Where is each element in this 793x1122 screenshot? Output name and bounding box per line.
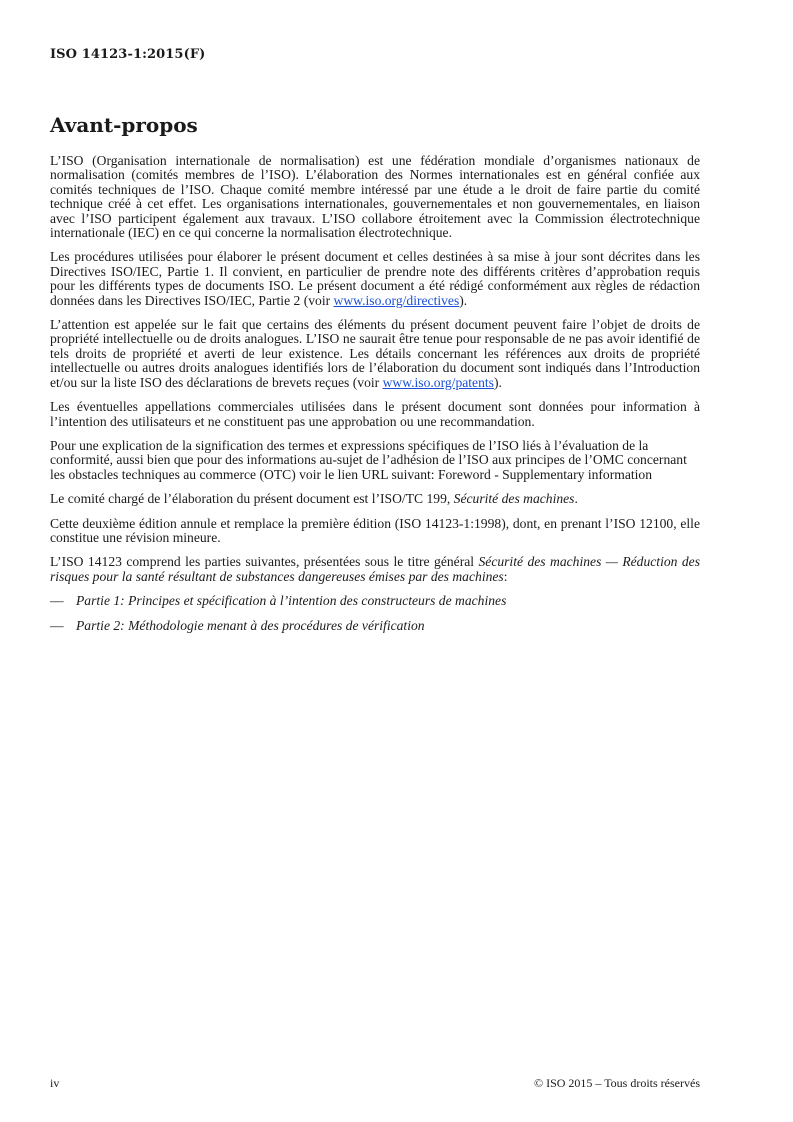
paragraph-iso-intro: L’ISO (Organisation internationale de normalisation) est une fédération mondiale d’organismes nationaux de normalisation (comités membres de l’ISO). L’élaboration des Normes internationales est en général confiée aux comités techniques de l’ISO. Chaque comité membre intéressé par une étude a le droit de faire partie du comité technique créé à cet effet. Les organisations internationales, gouvernementales et non gouvernementales, en liaison avec l’ISO participent également aux travaux. L’ISO collabore étroitement avec la Commission électrotechnique internationale (IEC) en ce qui concerne la normalisation électrotechnique. (50, 153, 700, 241)
paragraph-committee (50, 492, 700, 506)
paragraph-parts-intro (50, 555, 700, 584)
part-1-title: Partie 1: Principes et spécification à l’intention des constructeurs de machines (76, 593, 507, 609)
list-item-part-1 (50, 594, 700, 608)
paragraph-patents (50, 318, 700, 390)
document-id: ISO 14123-1:2015(F) (50, 47, 206, 62)
list-item-part-2 (50, 619, 700, 633)
general-title: Sécurité des machines — Réduction des risques pour la santé résultant de substances dangereuses émises par des machines (50, 554, 701, 584)
paragraph-trade-names: Les éventuelles appellations commerciales utilisées dans le présent document sont données pour information à l’intention des utilisateurs et ne constituent pas une approbation ou une recommandation. (50, 399, 700, 429)
foreword-body (50, 154, 700, 643)
directives-link[interactable]: www.iso.org/directives (333, 292, 460, 308)
paragraph-parts-intro-end: : (503, 568, 508, 584)
paragraph-committee-end: . (574, 491, 578, 507)
paragraph-procedures-end: ). (459, 292, 468, 308)
paragraph-edition: Cette deuxième édition annule et remplace la première édition (ISO 14123-1:1998), dont, en prenant l’ISO 12100, elle constitue une révision mineure. (50, 515, 700, 545)
page-title: Avant-propos (50, 113, 198, 137)
page-number: iv (50, 1076, 60, 1090)
paragraph-patents-text: L’attention est appelée sur le fait que certains des éléments du présent document peuvent faire l’objet de droits de propriété intellectuelle ou de droits analogues. L’ISO ne saurait être tenue pour responsable de ne pas avoir identifié de tels droits de propriété et averti de leur existence. Les détails concernant les références aux droits de propriété intellectuelle ou autres droits analogues identifiés lors de l’élaboration du document sont indiqués dans l’Introduction et/ou sur la liste ISO des déclarations de brevets reçues (voir (50, 317, 700, 390)
paragraph-procedures (50, 250, 700, 308)
paragraph-parts-intro-text: L’ISO 14123 comprend les parties suivantes, présentées sous le titre général (50, 554, 479, 570)
copyright-notice: © ISO 2015 – Tous droits réservés (533, 1076, 700, 1090)
list-dash: — (50, 593, 64, 609)
paragraph-conformity: Pour une explication de la signification des termes et expressions spécifiques de l’ISO liés à l’évaluation de la conformité, aussi bien que pour des informations au-sujet de l’adhésion de l’ISO aux principes de l’OMC concernant les obstacles techniques au commerce (OTC) voir le lien URL suivant: Foreword - Supplementary information (50, 437, 687, 482)
paragraph-procedures-text: Les procédures utilisées pour élaborer le présent document et celles destinées à sa mise à jour sont décrites dans les Directives ISO/IEC, Partie 1. Il convient, en particulier de prendre note des différents critères d’approbation requis pour les différents types de documents ISO. Le présent document a été rédigé conformément aux règles de rédaction données dans les Directives ISO/IEC, Partie 2 (voir (50, 249, 700, 308)
committee-title: Sécurité des machines (453, 491, 575, 507)
patents-link[interactable]: www.iso.org/patents (382, 374, 494, 390)
paragraph-patents-end: ). (493, 374, 502, 390)
paragraph-committee-text: Le comité chargé de l’élaboration du présent document est l’ISO/TC 199, (50, 491, 454, 507)
list-dash: — (50, 617, 64, 633)
part-2-title: Partie 2: Méthodologie menant à des procédures de vérification (76, 617, 425, 633)
